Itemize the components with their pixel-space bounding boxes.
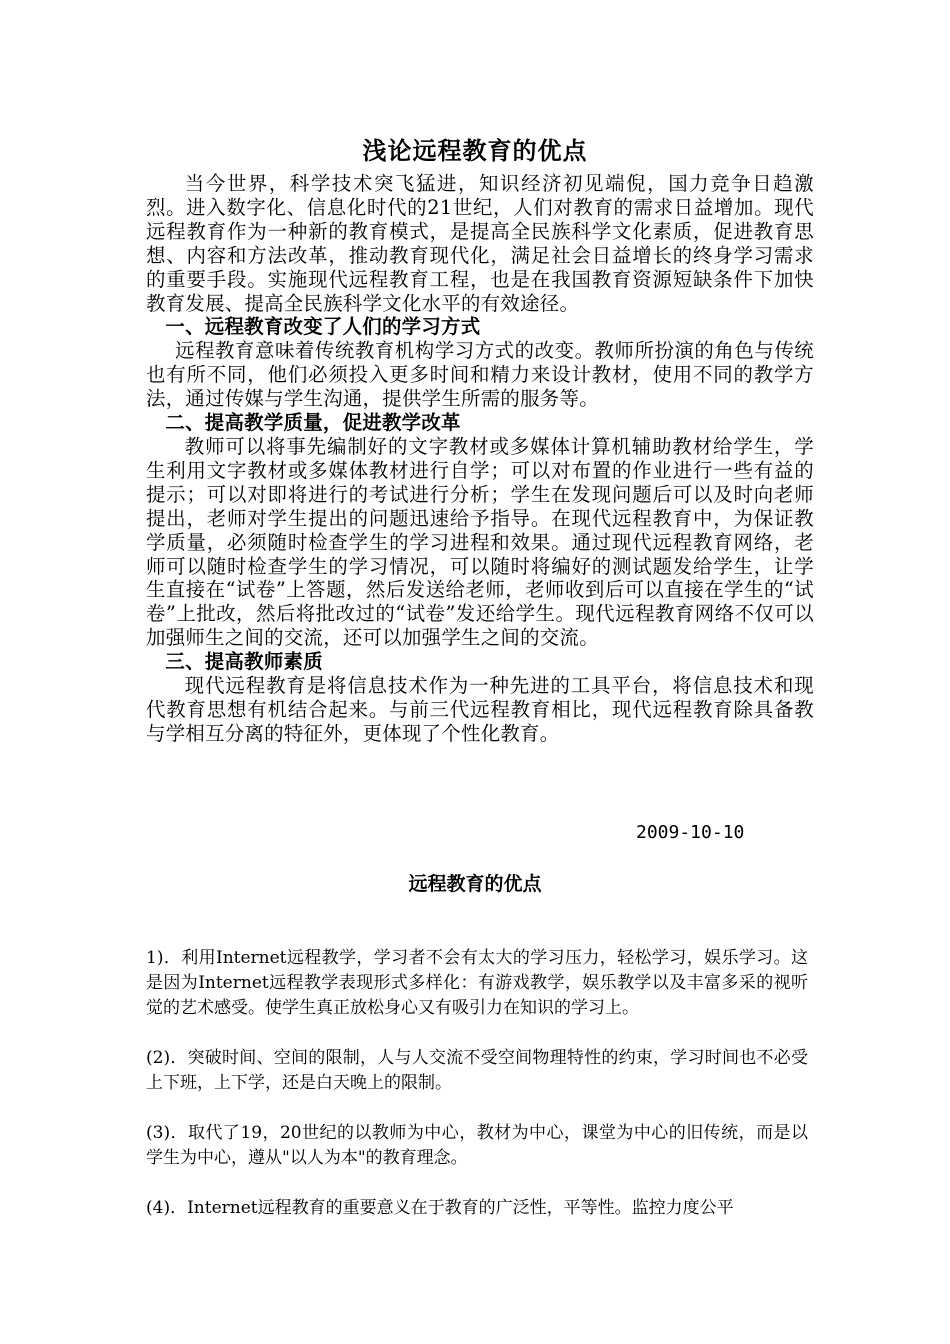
document-title: 浅论远程教育的优点	[362, 137, 588, 165]
section-text-3: 现代远程教育是将信息技术作为一种先进的工具平台，将信息技术和现代教育思想有机结合起来。与前三代远程教育相比，现代远程教育除具备教与学相互分离的特征外，更体现了个性化教育。	[146, 674, 814, 745]
point-item: (2)．突破时间、空间的限制，人与人交流不受空间物理特性的约束，学习时间也不必受上下班，上下学，还是白天晚上的限制。	[146, 1048, 808, 1093]
point-item: 1)．利用Internet远程教学，学习者不会有太大的学习压力，轻松学习，娱乐学习。这是因为Internet远程教学表现形式多样化：有游戏教学，娱乐教学以及丰富多采的视听觉的艺术感受。使学生真正放松身心又有吸引力在知识的学习上。	[146, 948, 808, 1018]
point-item: (4)．Internet远程教育的重要意义在于教育的广泛性，平等性。监控力度公平	[146, 1198, 734, 1218]
intro-paragraph: 当今世界，科学技术突飞猛进，知识经济初见端倪，国力竞争日趋激烈。进入数字化、信息化时代的21世纪，人们对教育的需求日益增加。现代远程教育作为一种新的教育模式，是提高全民族科学文化素质，促进教育思想、内容和方法改革，推动教育现代化，满足社会日益增长的终身学习需求的重要手段。实施现代远程教育工程，也是在我国教育资源短缺条件下加快教育发展、提高全民族科学文化水平的有效途径。	[146, 172, 814, 315]
section-text-2: 教师可以将事先编制好的文字教材或多媒体计算机辅助教材给学生，学生利用文字教材或多媒体教材进行自学；可以对布置的作业进行一些有益的提示；可以对即将进行的考试进行分析；学生在发现问题后可以及时向老师提出，老师对学生提出的问题迅速给予指导。在现代远程教育中，为保证教学质量，必须随时检查学生的学习进程和效果。通过现代远程教育网络，老师可以随时检查学生的学习情况，可以随时将编好的测试题发给学生，让学生直接在“试卷”上答题，然后发送给老师，老师收到后可以直接在学生的“试卷”上批改，然后将批改过的“试卷”发还给学生。现代远程教育网络不仅可以加强师生之间的交流，还可以加强学生之间的交流。	[146, 434, 814, 650]
subtitle: 远程教育的优点	[408, 873, 542, 895]
section-heading-1: 一、远程教育改变了人们的学习方式	[165, 315, 481, 339]
section-text-1: 远程教育意味着传统教育机构学习方式的改变。教师所扮演的角色与传统也有所不同，他们必须投入更多时间和精力来设计教材，使用不同的教学方法，通过传媒与学生沟通，提供学生所需的服务等。	[146, 339, 814, 411]
essay-body	[146, 172, 814, 746]
points-list	[146, 946, 808, 1246]
document-date: 2009-10-10	[636, 822, 745, 843]
point-item: (3)．取代了19，20世纪的以教师为中心，教材为中心，课堂为中心的旧传统，而是以学生为中心，遵从"以人为本"的教育理念。	[146, 1123, 808, 1168]
section-heading-3: 三、提高教师素质	[165, 650, 323, 674]
section-heading-2: 二、提高教学质量，促进教学改革	[165, 411, 461, 435]
